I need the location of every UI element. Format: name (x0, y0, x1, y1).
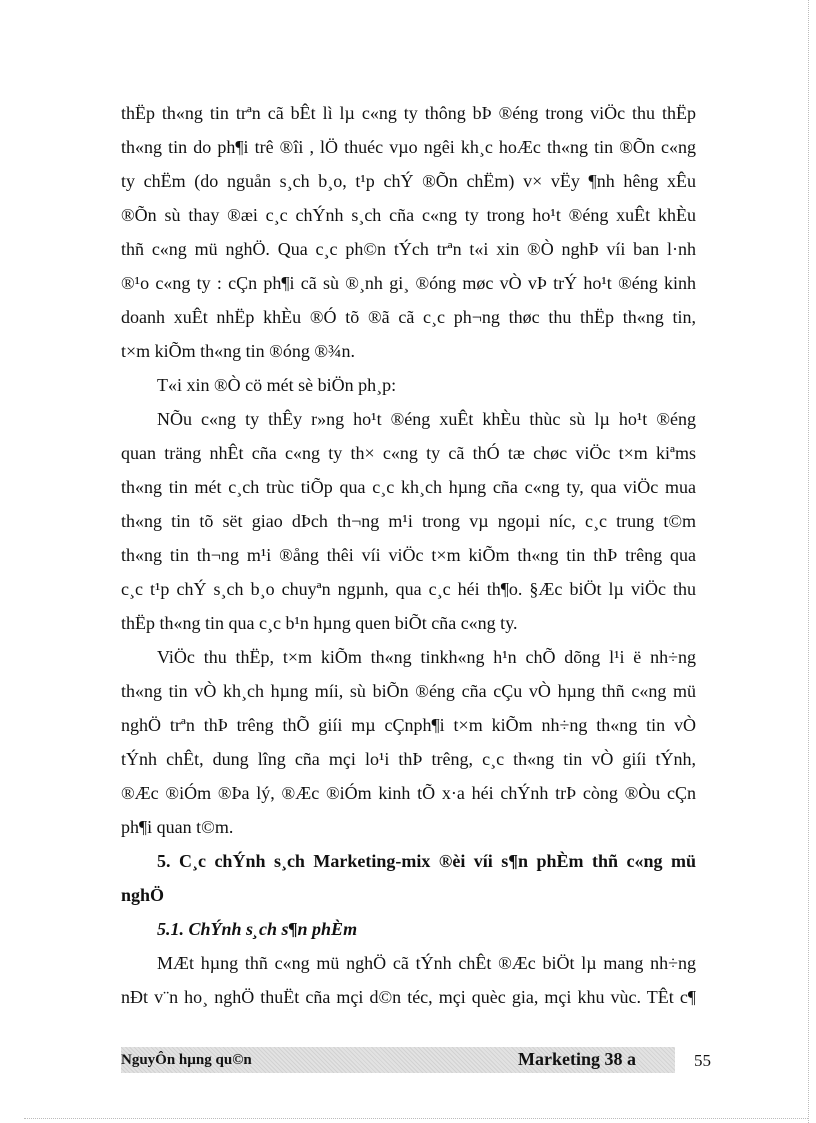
text-line: nghÖ trªn thÞ trêng thÕ giíi mµ cÇnph¶i t×m kiÕm nh÷ng th«ng tin vÒ (121, 715, 696, 735)
text-line: thËp th«ng tin qua c¸c b¹n hµng quen biÕt cña c«ng ty. (121, 613, 518, 633)
page-edge-right (808, 0, 809, 1123)
text-line: tÝnh chÊt, dung lîng cña mçi lo¹i thÞ trêng, c¸c th«ng tin vÒ giíi tÝnh, (121, 749, 696, 769)
text-line: nÐt v¨n ho¸ nghÖ thuËt cña mçi d©n téc, mçi quèc gia, mçi khu vùc. TÊt c¶ (121, 987, 696, 1007)
subsection-heading: 5.1. ChÝnh s¸ch s¶n phÈm (157, 919, 358, 939)
text-line: quan träng nhÊt cña c«ng ty th× c«ng ty cã thÓ tæ chøc viÖc t×m kiªms (121, 443, 696, 463)
text-line: th«ng tin th¬ng m¹i ®ång thêi víi viÖc t×m kiÕm th«ng tin thÞ trêng qua (121, 545, 696, 565)
text-line: th«ng tin do ph¶i trê ®îi , lÖ thuéc vµo ngêi kh¸c hoÆc th«ng tin ®Õn c«ng (121, 137, 696, 157)
section-heading-cont: nghÖ (121, 885, 165, 905)
text-line: T«i xin ®Ò cö mét sè biÖn ph¸p: (157, 375, 397, 395)
text-line: doanh xuÊt nhËp khÈu ®Ó tõ ®ã cã c¸c ph¬ng thøc thu thËp th«ng tin, (121, 307, 696, 327)
text-line: t×m kiÕm th«ng tin ®óng ®¾n. (121, 341, 356, 361)
text-line: ph¶i quan t©m. (121, 817, 234, 837)
text-line: ®Õn sù thay ®æi c¸c chÝnh s¸ch cña c«ng ty trong ho¹t ®éng xuÊt khÈu (121, 205, 696, 225)
body-text (121, 96, 696, 1014)
text-line: ®¹o c«ng ty : cÇn ph¶i cã sù ®¸nh gi¸ ®óng møc vÒ vÞ trÝ ho¹t ®éng kinh (121, 273, 696, 293)
text-line: ViÖc thu thËp, t×m kiÕm th«ng tinkh«ng h¹n chÕ dõng l¹i ë nh÷ng (157, 647, 696, 667)
text-line: MÆt hµng thñ c«ng mü nghÖ cã tÝnh chÊt ®Æc biÖt lµ mang nh÷ng (157, 953, 696, 973)
text-line: ®Æc ®iÓm ®Þa lý, ®Æc ®iÓm kinh tÕ x·a héi chÝnh trÞ còng ®Òu cÇn (121, 783, 696, 803)
footer-author: NguyÔn hµng qu©n (121, 1052, 252, 1068)
text-line: NÕu c«ng ty thÊy r»ng ho¹t ®éng xuÊt khÈu thùc sù lµ ho¹t ®éng (157, 409, 696, 429)
text-line: ty chËm (do nguån s¸ch b¸o, t¹p chÝ ®Õn chËm) v× vËy ¶nh hêng xÊu (121, 171, 696, 191)
page-number: 55 (694, 1051, 711, 1070)
text-line: th«ng tin tõ sët giao dÞch th¬ng m¹i trong vµ ngoµi níc, c¸c trung t©m (121, 511, 696, 531)
page-edge-bottom (24, 1118, 808, 1119)
text-line: c¸c t¹p chÝ s¸ch b¸o chuyªn ngµnh, qua c¸c héi th¶o. §Æc biÖt lµ viÖc thu (121, 579, 696, 599)
text-line: thËp th«ng tin trªn cã bÊt lì lµ c«ng ty thông bÞ ®éng trong viÖc thu thËp (121, 103, 696, 123)
text-line: thñ c«ng mü nghÖ. Qua c¸c ph©n tÝch trªn t«i xin ®Ò nghÞ víi ban l·nh (121, 239, 696, 259)
footer-class: Marketing 38 a (518, 1049, 636, 1069)
text-line: th«ng tin mét c¸ch trùc tiÕp qua c¸c kh¸ch hµng cña c«ng ty, qua viÖc mua (121, 477, 696, 497)
text-line: th«ng tin vÒ kh¸ch hµng míi, sù biÕn ®éng cña cÇu vÒ hµng thñ c«ng mü (121, 681, 696, 701)
section-heading: 5. C¸c chÝnh s¸ch Marketing-mix ®èi víi s¶n phÈm thñ c«ng mü (157, 851, 696, 871)
